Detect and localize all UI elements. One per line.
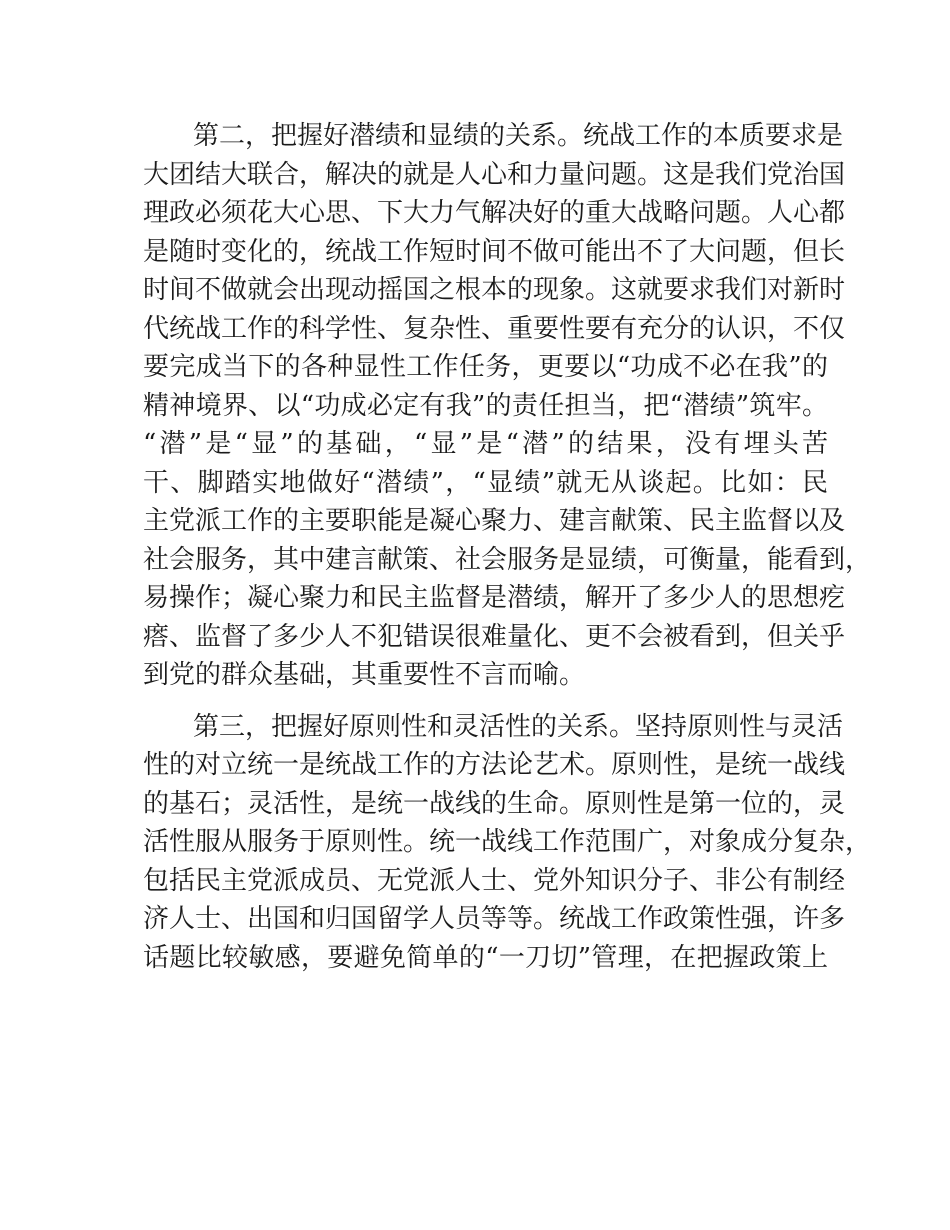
text-line: 活性服从服务于原则性。统一战线工作范围广，对象成分复杂， [143,827,872,857]
text-line: 代统战工作的科学性、复杂性、重要性要有充分的认识，不仅 [143,313,846,344]
text-line: 易操作；凝心聚力和民主监督是潜绩，解开了多少人的思想疙 [143,583,846,613]
text-line: 大团结大联合，解决的就是人心和力量问题。这是我们党治国 [143,159,846,190]
text-line: 包括民主党派成员、无党派人士、党外知识分子、非公有制经 [143,865,846,896]
text-line: 话题比较敏感，要避免简单的“一刀切”管理，在把握政策上 [143,942,828,973]
text-line: 主党派工作的主要职能是凝心聚力、建言献策、民主监督以及 [143,506,846,536]
text-line: 瘩、监督了多少人不犯错误很难量化、更不会被看到，但关乎 [143,621,846,652]
text-line: “潜”是“显”的基础，“显”是“潜”的结果，没有埋头苦 [143,429,828,459]
text-line: 要完成当下的各种显性工作任务，更要以“功成不必在我”的 [143,352,828,382]
text-line: 济人士、出国和归国留学人员等等。统战工作政策性强，许多 [143,904,846,934]
text-line: 干、脚踏实地做好“潜绩”，“显绩”就无从谈起。比如：民 [143,467,828,498]
text-line: 到党的群众基础，其重要性不言而喻。 [143,660,586,690]
text-line: 是随时变化的，统战工作短时间不做可能出不了大问题，但长 [143,236,846,267]
paragraph-3-principle-vs-flexibility [143,708,872,978]
text-line: 社会服务，其中建言献策、社会服务是显绩，可衡量，能看到， [143,544,872,575]
text-line: 的基石；灵活性，是统一战线的生命。原则性是第一位的，灵 [143,788,846,819]
text-line: 理政必须花大心思、下大力气解决好的重大战略问题。人心都 [143,198,846,228]
paragraph-2-latent-vs-visible [143,117,872,695]
text-line: 性的对立统一是统战工作的方法论艺术。原则性，是统一战线 [143,750,846,780]
text-line: 第三，把握好原则性和灵活性的关系。坚持原则性与灵活 [193,711,844,742]
text-line: 时间不做就会出现动摇国之根本的现象。这就要求我们对新时 [143,275,846,305]
document-body [143,117,872,977]
text-line: 精神境界、以“功成必定有我”的责任担当，把“潜绩”筑牢。 [143,390,828,421]
text-line: 第二，把握好潜绩和显绩的关系。统战工作的本质要求是 [193,121,844,151]
